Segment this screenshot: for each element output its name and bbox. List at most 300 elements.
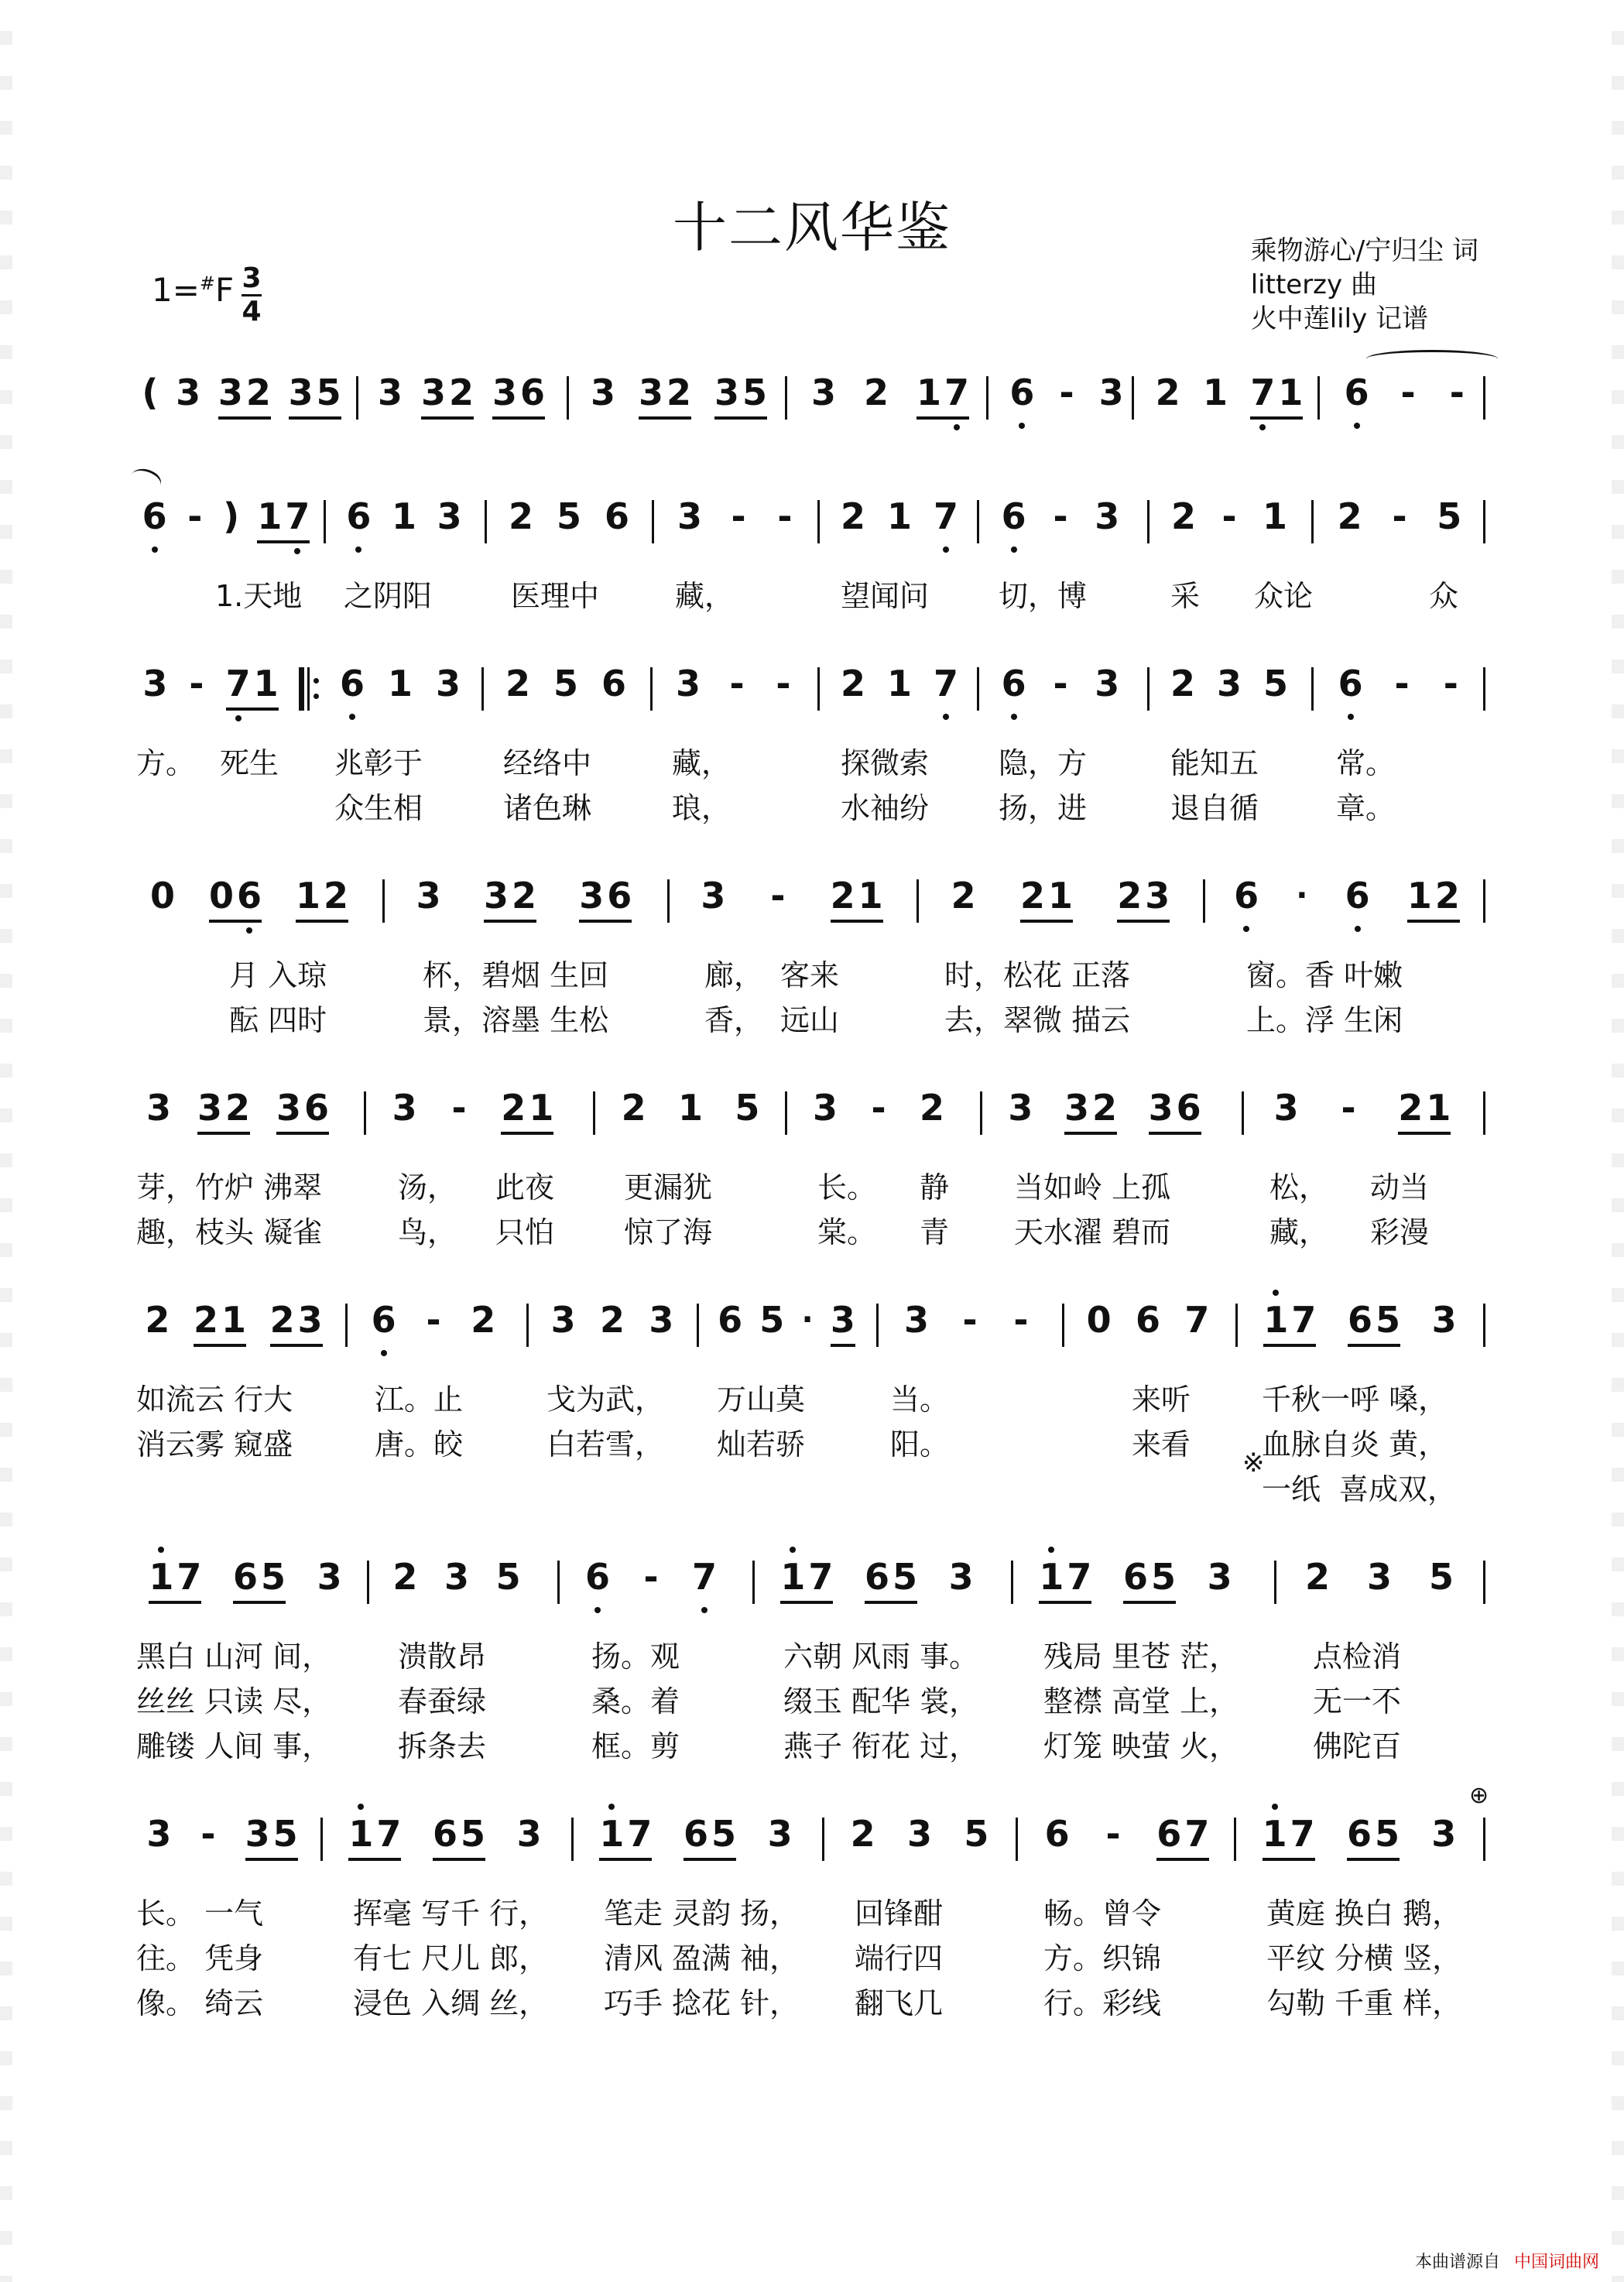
note: 3 [288,372,313,413]
barline [1234,1818,1236,1861]
note: - [1013,1299,1029,1341]
coda-sign: ⊕ [1469,1782,1489,1809]
note: 0 [208,875,234,917]
note: 5 [461,1813,486,1855]
beam-group [245,1811,298,1861]
lyric-segment: 静 [920,1170,950,1204]
note: 1 [1263,1299,1289,1341]
lyric-segment: 远山 [780,1003,840,1037]
barline [650,667,653,711]
lyric-line [0,958,1624,1003]
note: 1 [391,495,416,537]
beam-group [197,1085,250,1135]
lyric-segment: 退自循 [1170,791,1259,825]
lyric-segment: 桑。着 [591,1684,680,1718]
note: 3 [437,495,462,537]
note: 6 [339,663,365,704]
lyric-segment: 常。 [1336,746,1396,780]
note: 5 [735,1087,760,1129]
beam-group [1156,1811,1209,1861]
note: 3 [903,1299,929,1341]
note: 2 [840,495,865,537]
note: 6 [1156,1813,1182,1855]
note: 2 [511,875,536,917]
note: 2 [193,1299,218,1341]
note: - [1221,495,1237,537]
lyric-segment: 雕镂 人间 事， [136,1729,332,1763]
lyric-segment: 回锋酣 [855,1897,944,1931]
barline [876,1304,879,1347]
measure [497,494,641,564]
barline [697,1304,699,1347]
note: 2 [392,1556,418,1598]
barline [785,376,787,420]
note: 3 [1008,1087,1033,1129]
note: 5 [759,1299,785,1341]
barline [1483,1304,1485,1347]
measure [605,1085,776,1155]
lyric-segment: 汤， [398,1170,457,1204]
measure [1028,1811,1226,1881]
note: 6 [607,875,632,917]
lyric-segment: 端行四 [855,1941,944,1975]
note: 6 [584,1556,610,1598]
note: 3 [276,1087,301,1129]
note: 6 [1347,1299,1372,1341]
beam-group [1263,1297,1316,1347]
barline [557,1561,560,1604]
note: 6 [371,1299,396,1341]
beam-group [257,494,310,543]
note: 2 [245,372,271,413]
note: 2 [1155,372,1180,413]
note: 1 [257,495,283,537]
note: 5 [1263,663,1288,704]
score-system-7 [0,1554,1624,1774]
source-footer [1415,2249,1599,2273]
measure [494,661,638,731]
credit-lyrics: 乘物游心/宁归尘 词 [1250,235,1478,266]
lyric-segment: 松， [1269,1170,1329,1204]
lyric-segment: 春蚕绿 [398,1684,487,1718]
note: 2 [621,1087,646,1129]
note: 2 [145,1299,170,1341]
barline [481,667,484,711]
lyric-segment: 黑白 山河 间， [136,1640,332,1674]
note: 2 [830,875,855,917]
barline [1011,1561,1013,1604]
measure [1074,1297,1221,1367]
lyric-segment: 笔走 灵韵 扬， [604,1897,800,1931]
score-system-5 [0,1085,1624,1260]
note: 2 [850,1813,875,1855]
barline [567,376,569,420]
measure [376,1085,570,1155]
lyric-segment: 琅， [672,791,731,825]
barline [977,500,979,543]
measure [333,1811,557,1881]
note: 3 [516,1813,542,1855]
measure [1324,661,1475,731]
score-system-2 [0,494,1624,624]
measure [1324,494,1475,564]
score-system-3 [0,661,1624,836]
footer-brand-link[interactable]: 中国词曲网 [1513,2253,1599,2272]
measure [663,661,807,731]
lyric-line [0,1941,1624,1986]
note: 7 [285,495,310,537]
lyric-segment: 望闻问 [841,579,930,613]
note: - [200,1813,216,1855]
measure [579,370,779,440]
measure [664,494,808,564]
beam-group [233,1554,286,1604]
tie-arc [1366,350,1498,368]
note: - [1394,663,1410,704]
lyric-segment: 万山莫 [717,1383,806,1417]
measure [1330,370,1482,440]
beam-group [226,661,279,711]
measure [765,1554,989,1624]
barline [1311,500,1314,543]
lyric-segment: 芽，竹炉 沸翠 [136,1170,323,1204]
barline [526,1304,529,1347]
barline [916,879,919,923]
measure [358,1297,509,1367]
barline [1147,500,1149,543]
measure [133,494,319,564]
note: 2 [1170,495,1196,537]
note: 5 [964,1813,989,1855]
note: 3 [590,372,615,413]
note: 3 [483,875,509,917]
note: 6 [1001,495,1026,537]
key-label: 1= [152,271,200,309]
note: 2 [1170,663,1195,704]
lyric-segment: 趣，枝头 凝雀 [136,1215,323,1249]
note: 2 [323,875,348,917]
credit-music: litterzy 曲 [1250,269,1377,300]
note: - [962,1299,978,1341]
note: 2 [501,1087,526,1129]
note: 3 [142,663,168,704]
note: 6 [601,663,626,704]
note: 6 [1135,1299,1160,1341]
lyric-line [0,1684,1624,1729]
measure [680,873,904,943]
barline [1311,667,1314,711]
measure [133,661,288,731]
lyric-segment: 上。浮 生闲 [1246,1003,1403,1037]
barline [817,500,820,543]
score-system-1 [0,370,1624,455]
lyric-segment: 往。 凭身 [136,1941,264,1975]
note: - [426,1299,441,1341]
measure [1248,1297,1472,1367]
note: - [1443,663,1458,704]
barline [1062,1304,1064,1347]
beam-group [276,1085,329,1135]
note: 3 [146,1087,171,1129]
lyric-segment: 鸟， [398,1215,457,1249]
note: 3 [1431,1813,1457,1855]
lyric-segment: 水袖纷 [841,791,930,825]
lyric-segment: 惊了海 [624,1215,713,1249]
note: 3 [701,875,726,917]
measure [1160,494,1299,564]
lyric-segment: 戈为武， [546,1383,665,1417]
note: 2 [599,1299,625,1341]
note: 3 [245,1813,270,1855]
lyric-segment: 医理中 [511,579,600,613]
note: - [1341,1087,1356,1129]
note: 3 [1095,495,1120,537]
lyric-segment: 兆彰于 [334,746,423,780]
note: 3 [218,372,243,413]
lyric-segment: 长。 [817,1170,877,1204]
lyric-segment: 阳。 [890,1427,950,1461]
lyric-line [0,1383,1624,1427]
lyric-segment: 灿若骄 [717,1427,806,1461]
measure [999,370,1135,440]
note: - [1053,663,1068,704]
barline [320,1818,323,1861]
measure [709,1297,864,1367]
credit-transcriber: 火中莲lily 记谱 [1250,303,1429,334]
barline [324,500,326,543]
note: 2 [840,663,865,704]
beam-group [1123,1554,1176,1604]
beam-group [714,370,767,420]
lyric-segment: 清风 盈满 袖， [604,1941,800,1975]
barline [977,667,979,711]
lyric-segment: 当如岭 上孤 [1014,1170,1171,1204]
lyric-line [0,1897,1624,1941]
note: - [777,495,793,537]
lyric-line [0,1215,1624,1260]
note: 5 [553,663,578,704]
lyric-segment: 消云雾 窥盛 [136,1427,293,1461]
lyric-segment: 点检消 [1313,1640,1402,1674]
lyric-segment: 藏， [672,746,731,780]
measure [395,873,653,943]
barline [1016,1818,1018,1861]
lyric-segment: 此夜 [495,1170,555,1204]
lyric-segment: 隐，方 [999,746,1088,780]
measure [1246,1811,1472,1881]
note: 1 [529,1087,554,1129]
note: 2 [1304,1556,1330,1598]
note: 1 [677,1087,703,1129]
lyric-line [0,1427,1624,1472]
lyric-segment: 像。 绮云 [136,1986,264,2020]
measure [989,494,1132,564]
lyric-segment: 喜成双， [1339,1472,1458,1506]
note: 5 [495,1556,521,1598]
note: 3 [1145,875,1170,917]
time-numerator: 3 [242,262,262,294]
measure [1287,1554,1472,1624]
measure [1023,1554,1248,1624]
lyric-segment: 挥毫 写千 行， [353,1897,549,1931]
barline [1483,1091,1485,1135]
note: 6 [346,495,372,537]
note: - [189,663,204,704]
note: 7 [1250,372,1276,413]
beam-group [433,1811,485,1861]
note: 1 [1262,1813,1287,1855]
barline [1483,667,1485,711]
lyric-line [0,1003,1624,1048]
open-paren: ( [142,372,159,413]
repeat-start-barline [299,667,322,711]
note: 1 [1426,1087,1451,1129]
note: 2 [224,1087,250,1129]
note: 6 [1346,1813,1372,1855]
barline [817,667,820,711]
score-system-4 [0,873,1624,1048]
lyric-segment: 众论 [1254,579,1314,613]
lyric-line [0,1986,1624,2031]
measure [830,494,969,564]
lyric-segment: 江。止 [375,1383,464,1417]
note: 1 [780,1556,806,1598]
lyric-segment: 六朝 风雨 事。 [783,1640,979,1674]
key-note: F [215,271,235,309]
lyric-segment: 采 [1170,579,1201,613]
note: - [770,875,786,917]
note: 3 [579,875,605,917]
lyric-line [0,791,1624,836]
note: 6 [303,1087,329,1129]
lyric-segment: 平纹 分横 竖， [1266,1941,1462,1975]
note: 5 [1376,1299,1401,1341]
lyric-segment: 时，松花 正落 [944,958,1131,992]
note: 3 [1366,1556,1392,1598]
lyric-segment: 藏， [1269,1215,1329,1249]
lyric-segment: 拆条去 [398,1729,487,1763]
note: 3 [1273,1087,1299,1129]
barline [1483,879,1485,923]
beam-group [865,1554,917,1604]
beam-group [599,1811,652,1861]
measure [584,1811,808,1881]
note: 3 [948,1556,974,1598]
lyric-segment: 行。彩线 [1043,1986,1162,2020]
measure [133,1554,358,1624]
lyric-segment: 来看 [1132,1427,1191,1461]
beam-group [492,370,545,420]
note: 3 [1064,1087,1089,1129]
lyric-segment: 之阴阳 [344,579,433,613]
lyric-segment: 千秋一呼 嗓， [1262,1383,1448,1417]
note: 5 [316,372,341,413]
beam-group [1149,1085,1201,1135]
note: 6 [864,1556,889,1598]
note: 3 [317,1556,342,1598]
barline [667,879,670,923]
lyric-segment: 方。 [136,746,196,780]
note: 2 [471,1299,496,1341]
note: 2 [951,875,976,917]
barline [367,1561,369,1604]
note: 3 [1148,1087,1173,1129]
beam-group [501,1085,553,1135]
note: 6 [1001,663,1026,704]
note: 3 [197,1087,222,1129]
barline [382,879,385,923]
note: 7 [1291,1299,1317,1341]
lyric-segment: 翻飞几 [855,1986,944,2020]
measure [929,873,1192,943]
measure [539,1297,686,1367]
note: 3 [435,663,461,704]
barline [356,376,358,420]
beam-group [149,1554,201,1604]
measure [1215,873,1478,943]
note: 1 [348,1813,374,1855]
lyric-segment: 扬，进 [999,791,1088,825]
note: 3 [1216,663,1242,704]
note: 3 [146,1813,172,1855]
note: 6 [1009,372,1035,413]
note: - [1105,1813,1121,1855]
beam-group [484,873,536,923]
note: 0 [149,875,175,917]
close-paren: ) [223,495,240,537]
barline [1483,500,1485,543]
barline [785,1091,787,1135]
lyric-segment: 唐。皎 [375,1427,464,1461]
measure [989,661,1132,731]
note: 6 [236,875,262,917]
lyric-segment: 酝 四时 [229,1003,327,1037]
note: 2 [1091,1087,1117,1129]
lyric-segment: 切，博 [999,579,1088,613]
lyric-line [0,746,1624,791]
note: 6 [604,495,629,537]
lyric-segment: 众 [1429,579,1459,613]
barline [1235,1304,1238,1347]
beam-group [296,873,348,923]
beam-group [684,1811,736,1861]
beam-group [1250,370,1303,420]
beam-group [348,1811,401,1861]
measure [336,494,472,564]
note: 6 [683,1813,708,1855]
measure [797,370,983,440]
note: 5 [1428,1556,1454,1598]
note: 3 [176,372,201,413]
note: 7 [225,663,251,704]
lyric-segment: 诸色琳 [503,791,592,825]
beam-group [1348,1297,1400,1347]
note: 7 [376,1813,402,1855]
note: 6 [1345,875,1370,917]
lyric-segment: 月 入琼 [229,958,327,992]
time-signature [240,263,263,327]
note: 2 [1398,1087,1424,1129]
note: 1 [1202,372,1228,413]
lyric-segment: 血脉自炎 黄， [1262,1427,1448,1461]
note: 7 [1184,1813,1210,1855]
barline [1132,376,1134,420]
lyric-segment: 窗。香 叶嫩 [1246,958,1403,992]
lyric-segment: 章。 [1336,791,1396,825]
note: 6 [1338,663,1363,704]
note: 7 [1184,1299,1210,1341]
note: 3 [714,372,739,413]
